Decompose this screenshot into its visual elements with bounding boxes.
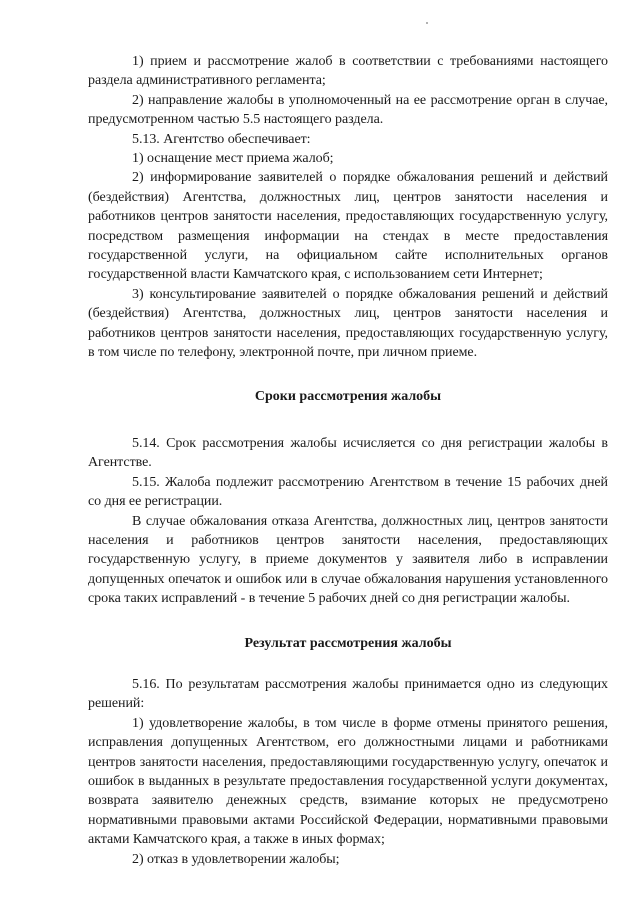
paragraph: 5.16. По результатам рассмотрения жалобы принимается одно из следующих решений: <box>88 676 608 712</box>
paragraph: 1) прием и рассмотрение жалоб в соответствии с требованиями настоящего раздела административного регламента; <box>88 54 608 89</box>
paragraph: 5.14. Срок рассмотрения жалобы исчисляется со дня регистрации жалобы в Агентстве. <box>88 435 608 471</box>
paragraph: 2) отказ в удовлетворении жалобы; <box>132 851 340 867</box>
paragraph: 5.13. Агентство обеспечивает: <box>132 131 311 147</box>
section-heading-terms: Сроки рассмотрения жалобы <box>254 388 442 404</box>
paragraph: 3) консультирование заявителей о порядке обжалования решений и действий (бездействия) Агентства, должностных лиц, центров занятости населения и работников центров занятости населения, предоставляющих государственную услугу, в том числе по телефону, электронной почте, при личном приеме. <box>88 286 608 361</box>
paragraph: 5.15. Жалоба подлежит рассмотрению Агентством в течение 15 рабочих дней со дня ее регистрации. <box>88 474 608 510</box>
section-heading-result: Результат рассмотрения жалобы <box>244 635 452 651</box>
paragraph: 2) направление жалобы в уполномоченный на ее рассмотрение орган в случае, предусмотренном частью 5.5 настоящего раздела. <box>88 92 608 128</box>
paragraph: В случае обжалования отказа Агентства, должностных лиц, центров занятости населения и работников центров занятости населения, предоставляющих государственную услугу, в приеме документов у заявителя либо в исправлении допущенных опечаток и ошибок или в случае обжалования нарушения установленного срока таких исправлений - в течение 5 рабочих дней со дня регистрации жалобы. <box>88 513 608 607</box>
paragraph: 1) оснащение мест приема жалоб; <box>132 151 334 167</box>
paragraph: 1) удовлетворение жалобы, в том числе в форме отмены принятого решения, исправления допущенных Агентством, его должностными лицами и работниками центров занятости населения, предоставляющими государственную услугу, опечаток и ошибок в выданных в результате предоставления государственной услуги документах, возврата заявителю денежных средств, взимание которых не предусмотрено нормативными правовыми актами Российской Федерации, нормативными правовыми актами Камчатского края, а также в иных формах; <box>88 715 608 848</box>
scan-mark <box>426 22 428 24</box>
paragraph: 2) информирование заявителей о порядке обжалования решений и действий (бездействия) Агентства, должностных лиц, центров занятости населения и работников центров занятости населения, предоставляющих государственную услугу, посредством размещения информации на стендах в месте предоставления государственной услуги, на официальном сайте исполнительных органов государственной власти Камчатского края, с использованием сети Интернет; <box>88 170 608 283</box>
